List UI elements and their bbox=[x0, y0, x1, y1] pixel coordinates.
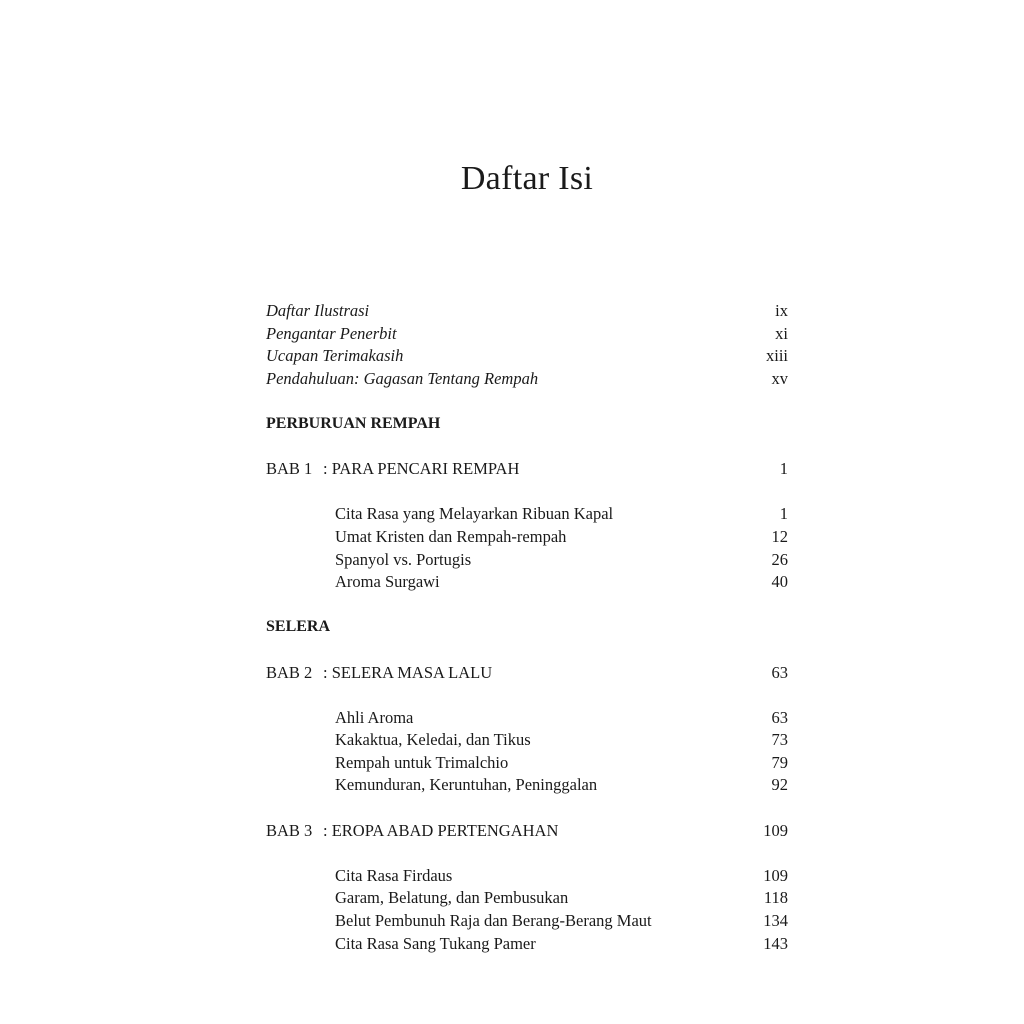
toc-entry-front bbox=[266, 300, 788, 323]
page-number: 63 bbox=[771, 707, 788, 727]
section-title: Cita Rasa Sang Tukang Pamer bbox=[335, 933, 536, 953]
chapter-entry bbox=[266, 820, 788, 843]
page-number: 63 bbox=[771, 662, 788, 682]
section-title: Kemunduran, Keruntuhan, Peninggalan bbox=[335, 775, 598, 795]
section-entry bbox=[266, 549, 788, 572]
section-title: Garam, Belatung, dan Pembusukan bbox=[335, 888, 569, 908]
section-title: Rempah untuk Trimalchio bbox=[335, 752, 509, 772]
section-entry bbox=[266, 933, 788, 956]
entry-title: Daftar Ilustrasi bbox=[266, 301, 370, 320]
section-title: Belut Pembunuh Raja dan Berang-Berang Maut bbox=[335, 911, 652, 931]
page-number: 40 bbox=[771, 572, 788, 592]
page-number: xv bbox=[771, 368, 788, 388]
section-entry bbox=[266, 729, 788, 752]
section-entry bbox=[266, 865, 788, 888]
page-number: ix bbox=[775, 301, 788, 320]
chapter-name: : SELERA MASA LALU bbox=[323, 662, 493, 682]
section-entry bbox=[266, 571, 788, 594]
section-entry bbox=[266, 774, 788, 797]
page-number: 92 bbox=[771, 775, 788, 795]
page-number: 12 bbox=[771, 526, 788, 546]
part-heading-text: PERBURUAN REMPAH bbox=[266, 414, 441, 432]
section-entry bbox=[266, 503, 788, 526]
entry-title: Ucapan Terimakasih bbox=[266, 346, 404, 366]
page-number: 79 bbox=[771, 752, 788, 772]
page-number: 26 bbox=[771, 549, 788, 569]
page-number: 73 bbox=[771, 730, 788, 750]
page-number: 1 bbox=[779, 504, 788, 524]
section-entry bbox=[266, 752, 788, 775]
page-number: 134 bbox=[763, 911, 788, 931]
chapter-name: : EROPA ABAD PERTENGAHAN bbox=[323, 820, 559, 840]
section-entry bbox=[266, 526, 788, 549]
chapter-number: BAB 1 bbox=[266, 459, 313, 479]
chapter-title bbox=[266, 458, 519, 481]
page-title: Daftar Isi bbox=[460, 160, 594, 197]
chapter-name: : PARA PENCARI REMPAH bbox=[323, 459, 520, 479]
toc-entry-front bbox=[266, 368, 788, 391]
page-number: 118 bbox=[763, 888, 788, 908]
table-of-contents bbox=[266, 300, 788, 955]
section-title: Ahli Aroma bbox=[335, 707, 414, 727]
chapter-title bbox=[266, 820, 558, 843]
section-title: Cita Rasa yang Melayarkan Ribuan Kapal bbox=[335, 504, 614, 524]
part-heading-text: SELERA bbox=[266, 618, 331, 636]
section-title: Umat Kristen dan Rempah-rempah bbox=[335, 526, 567, 546]
chapter-entry bbox=[266, 662, 788, 685]
section-title: Spanyol vs. Portugis bbox=[335, 549, 472, 569]
chapter-entry bbox=[266, 458, 788, 481]
section-title: Kakaktua, Keledai, dan Tikus bbox=[335, 730, 531, 750]
section-title: Aroma Surgawi bbox=[335, 572, 440, 592]
page-number: xi bbox=[775, 323, 788, 343]
page-number: 109 bbox=[763, 820, 788, 840]
page-number: 109 bbox=[763, 865, 788, 885]
chapter-title bbox=[266, 662, 492, 685]
page-number: 143 bbox=[763, 933, 788, 953]
chapter-number: BAB 2 bbox=[266, 662, 313, 682]
toc-entry-front bbox=[266, 345, 788, 368]
entry-title: Pendahuluan: Gagasan Tentang Rempah bbox=[266, 368, 539, 388]
section-entry bbox=[266, 887, 788, 910]
page-number: 1 bbox=[779, 459, 788, 479]
section-entry bbox=[266, 707, 788, 730]
part-heading bbox=[266, 616, 788, 639]
chapter-number: BAB 3 bbox=[266, 820, 313, 840]
toc-entry-front bbox=[266, 323, 788, 346]
page-number: xiii bbox=[765, 346, 788, 366]
section-title: Cita Rasa Firdaus bbox=[335, 865, 453, 885]
section-entry bbox=[266, 910, 788, 933]
part-heading bbox=[266, 413, 788, 436]
entry-title: Pengantar Penerbit bbox=[266, 323, 397, 343]
